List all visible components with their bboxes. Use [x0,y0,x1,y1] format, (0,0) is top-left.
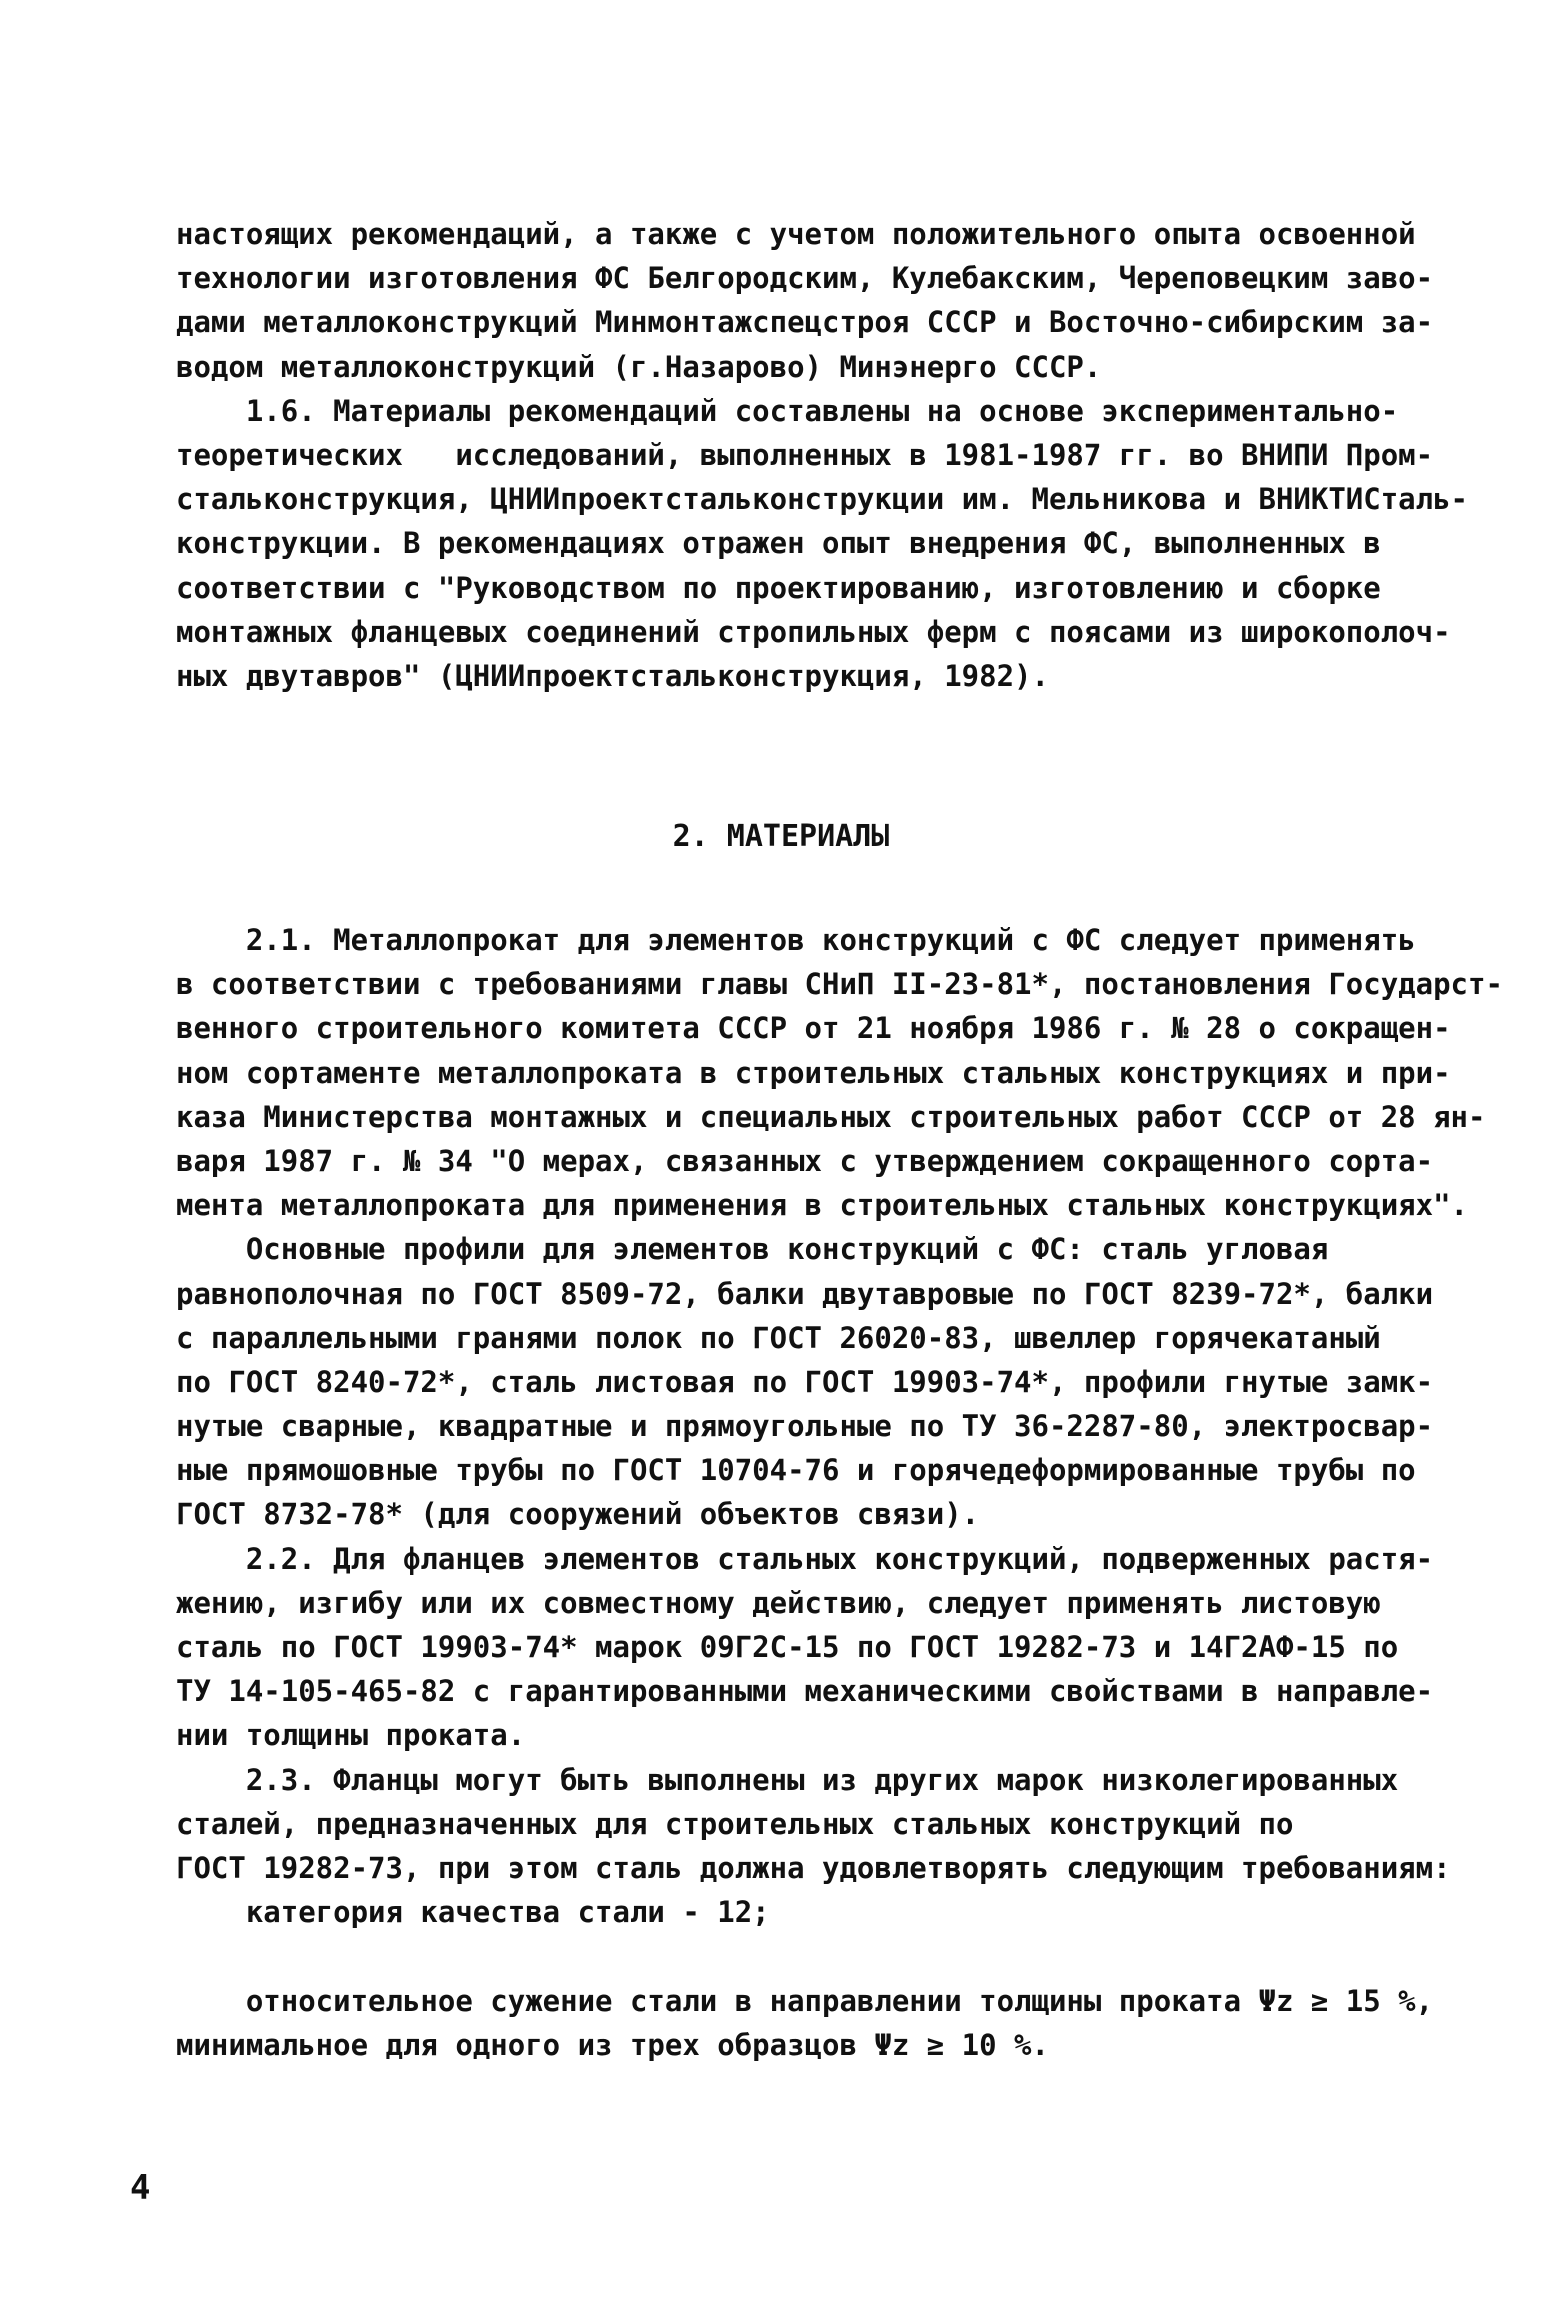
text-line: ных двутавров" (ЦНИИпроектстальконструкция, 1982). [176,658,1049,693]
text-line: относительное сужение стали в направлении толщины проката Ψz ≥ 15 %, [176,1983,1434,2018]
materials-section [176,918,1503,2067]
text-line: в соответствии с требованиями главы СНиП II-23-81*, постановления Государст- [176,967,1503,1002]
text-line: соответствии с "Руководством по проектированию, изготовлению и сборке [176,570,1381,605]
text-line: по ГОСТ 8240-72*, сталь листовая по ГОСТ 19903-74*, профили гнутые замк- [176,1364,1434,1399]
text-line: конструкции. В рекомендациях отражен опыт внедрения ФС, выполненных в [176,526,1381,561]
text-line: 2.2. Для фланцев элементов стальных конструкций, подверженных растя- [176,1541,1434,1576]
text-line: 2.3. Фланцы могут быть выполнены из других марок низколегированных [176,1762,1399,1797]
text-line: нутые сварные, квадратные и прямоугольные по ТУ 36-2287-80, электросвар- [176,1409,1434,1444]
text-line: ные прямошовные трубы по ГОСТ 10704-76 и горячедеформированные трубы по [176,1453,1416,1488]
text-line: с параллельными гранями полок по ГОСТ 26020-83, швеллер горячекатаный [176,1320,1381,1355]
text-line: минимальное для одного из трех образцов Ψz ≥ 10 %. [176,2027,1049,2062]
text-line [176,1934,1476,1978]
text-line: настоящих рекомендаций, а также с учетом положительного опыта освоенной [176,217,1416,251]
text-line: сталей, предназначенных для строительных стальных конструкций по [176,1806,1294,1841]
text-line: дами металлоконструкций Минмонтажспецстроя СССР и Восточно-сибирским за- [176,305,1434,340]
text-line: нии толщины проката. [176,1718,526,1753]
text-line: стальконструкция, ЦНИИпроектстальконструкции им. Мельникова и ВНИКТИСталь- [176,482,1469,517]
text-line: ном сортаменте металлопроката в строительных стальных конструкциях и при- [176,1055,1451,1090]
text-line: категория качества стали - 12; [176,1895,770,1930]
page-number: 4 [130,2168,151,2208]
text-line: мента металлопроката для применения в строительных стальных конструкциях". [176,1188,1469,1223]
text-line: жению, изгибу или их совместному действию, следует применять листовую [176,1585,1381,1620]
text-line: технологии изготовления ФС Белгородским, Кулебакским, Череповецким заво- [176,261,1434,296]
text-line: 1.6. Материалы рекомендаций составлены на основе экспериментально- [176,393,1399,428]
text-line: водом металлоконструкций (г.Назарово) Минэнерго СССР. [176,349,1102,384]
text-line: варя 1987 г. № 34 "О мерах, связанных с утверждением сокращенного сорта- [176,1143,1434,1178]
text-line: равнополочная по ГОСТ 8509-72, балки двутавровые по ГОСТ 8239-72*, балки [176,1276,1434,1311]
text-line: теоретических исследований, выполненных в 1981-1987 гг. во ВНИПИ Пром- [176,437,1434,472]
text-line: сталь по ГОСТ 19903-74* марок 09Г2С-15 по ГОСТ 19282-73 и 14Г2АФ-15 по [176,1630,1399,1664]
intro-paragraph [176,212,1476,698]
text-line: ГОСТ 8732-78* (для сооружений объектов связи). [176,1497,980,1532]
text-line: монтажных фланцевых соединений стропильных ферм с поясами из широкополоч- [176,614,1451,649]
section-heading: 2. МАТЕРИАЛЫ [672,819,890,854]
text-line: 2.1. Металлопрокат для элементов конструкций с ФС следует применять [176,923,1416,957]
text-line: ТУ 14-105-465-82 с гарантированными механическими свойствами в направле- [176,1674,1434,1709]
text-line: ГОСТ 19282-73, при этом сталь должна удовлетворять следующим требованиям: [176,1850,1451,1885]
text-line: венного строительного комитета СССР от 21 ноября 1986 г. № 28 о сокращен- [176,1011,1451,1046]
text-line: Основные профили для элементов конструкций с ФС: сталь угловая [176,1232,1329,1267]
text-line: каза Министерства монтажных и специальных строительных работ СССР от 28 ян- [176,1099,1486,1134]
